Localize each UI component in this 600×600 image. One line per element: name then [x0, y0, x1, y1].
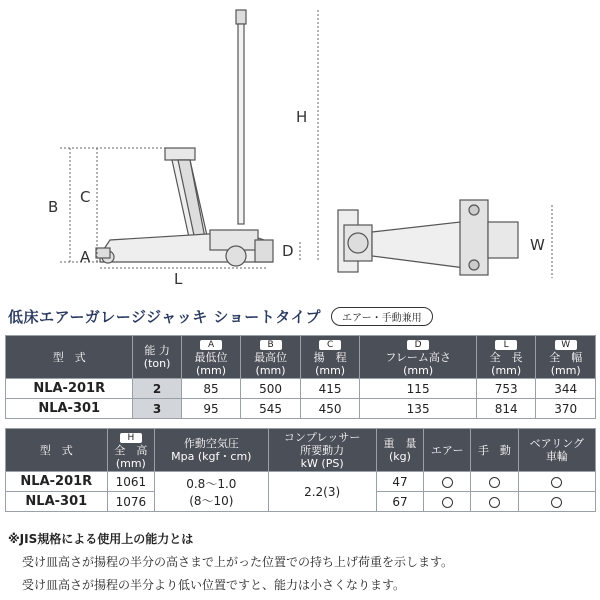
dim-label-d: D	[282, 242, 294, 260]
header-text: 型 式	[52, 350, 86, 364]
header-text: 車輪	[545, 450, 568, 463]
dim-table-header	[476, 336, 536, 379]
value-cell: 753	[476, 379, 536, 399]
header-text: 能 力	[144, 344, 170, 357]
header-text: 最高位	[254, 351, 288, 364]
product-title: 低床エアーガレージジャッキ ショートタイプ	[8, 307, 321, 326]
dim-label-c: C	[80, 188, 91, 206]
value-cell: 415	[300, 379, 360, 399]
perf-table-header	[471, 429, 518, 472]
pressure-value: 0.8〜1.0	[186, 476, 237, 491]
header-text: kW (PS)	[300, 456, 344, 470]
perf-table-header	[268, 429, 376, 472]
dim-table-header	[241, 336, 301, 379]
header-text: ベアリング	[529, 437, 584, 450]
perf-table-header	[155, 429, 269, 472]
circle-mark-icon	[489, 497, 500, 508]
value-cell: 814	[476, 399, 536, 419]
value-cell: 3	[133, 399, 181, 419]
circle-mark-icon	[442, 477, 453, 488]
header-text: (ton)	[143, 357, 171, 370]
dimension-letter: A	[200, 340, 222, 350]
dim-table-header	[181, 336, 241, 379]
dimension-letter: B	[260, 340, 282, 350]
feature-cell	[424, 472, 471, 492]
circle-mark-icon	[442, 497, 453, 508]
value-cell: 450	[300, 399, 360, 419]
header-text: 所要動力	[300, 443, 345, 457]
model-cell: NLA-301	[6, 399, 133, 419]
header-text: コンプレッサー	[283, 430, 361, 444]
value-cell: 545	[241, 399, 301, 419]
table-row	[6, 472, 596, 492]
spec-table-dimensions	[5, 335, 596, 419]
value-cell: 95	[181, 399, 241, 419]
header-text: 全 幅	[549, 351, 583, 364]
header-text: 作動空気圧	[183, 437, 239, 450]
dimension-letter: H	[120, 433, 142, 443]
dim-label-w: W	[530, 236, 545, 254]
value-cell: 500	[241, 379, 301, 399]
perf-table-header	[518, 429, 595, 472]
dim-table-header	[536, 336, 596, 379]
dim-table-header	[360, 336, 477, 379]
header-text: 手 動	[477, 443, 511, 457]
spec-table-performance	[5, 428, 596, 512]
note-line: 受け皿高さが揚程の半分の高さまで上がった位置での持ち上げ荷重を示します。	[22, 555, 454, 569]
table-row	[6, 399, 596, 419]
model-cell: NLA-201R	[6, 472, 108, 492]
header-text: 重 量	[383, 437, 417, 450]
dim-label-a: A	[80, 248, 91, 266]
value-cell: 1076	[107, 492, 154, 512]
side-view	[96, 10, 273, 266]
header-text: 全 長	[489, 351, 523, 364]
note-line: 受け皿高さが揚程の半分より低い位置ですと、能力は小さくなります。	[22, 578, 406, 592]
dim-label-h: H	[296, 108, 308, 126]
header-text: 型 式	[39, 443, 73, 457]
perf-table-header	[107, 429, 154, 472]
dimension-letter: W	[555, 340, 577, 350]
dim-table-header	[133, 336, 181, 379]
circle-mark-icon	[551, 497, 562, 508]
perf-table-header	[424, 429, 471, 472]
value-cell: 67	[376, 492, 423, 512]
header-text: エアー	[430, 443, 464, 457]
mode-badge: エアー・手動兼用	[331, 307, 433, 326]
table-row	[6, 379, 596, 399]
header-text: Mpa (kgf・cm)	[171, 450, 252, 463]
value-cell: 115	[360, 379, 477, 399]
value-cell: 85	[181, 379, 241, 399]
dimension-letter: C	[319, 340, 341, 350]
product-title-row	[8, 306, 592, 326]
header-text: (mm)	[255, 364, 286, 377]
dim-table-header	[300, 336, 360, 379]
value-cell: 370	[536, 399, 596, 419]
header-text: 全 高	[114, 444, 148, 457]
dim-label-l: L	[174, 270, 183, 288]
notes-heading: ※JIS規格による使用上の能力とは	[8, 532, 194, 546]
header-text: (mm)	[196, 364, 227, 377]
header-text: (kg)	[388, 450, 411, 463]
feature-cell	[518, 472, 595, 492]
dimension-letter: D	[407, 340, 429, 350]
dim-label-b: B	[48, 198, 59, 216]
header-text: フレーム高さ	[385, 351, 451, 364]
header-text: (mm)	[550, 364, 581, 377]
header-text: 最低位	[194, 351, 228, 364]
perf-table-header	[6, 429, 108, 472]
dimension-letter: L	[495, 340, 517, 350]
header-text: (mm)	[315, 364, 346, 377]
circle-mark-icon	[551, 477, 562, 488]
feature-cell	[471, 492, 518, 512]
perf-table-header	[376, 429, 423, 472]
header-text: (mm)	[491, 364, 522, 377]
header-text: (mm)	[115, 457, 146, 470]
circle-mark-icon	[489, 477, 500, 488]
value-cell: 2	[133, 379, 181, 399]
top-view	[338, 200, 518, 275]
dim-table-header	[6, 336, 133, 379]
model-cell: NLA-201R	[6, 379, 133, 399]
value-cell: 344	[536, 379, 596, 399]
value-cell: 47	[376, 472, 423, 492]
pressure-value-kgf: (8〜10)	[189, 493, 234, 508]
pressure-cell	[155, 472, 269, 512]
compressor-cell: 2.2(3)	[268, 472, 376, 512]
header-text: (mm)	[403, 364, 434, 377]
feature-cell	[518, 492, 595, 512]
feature-cell	[424, 492, 471, 512]
value-cell: 1061	[107, 472, 154, 492]
model-cell: NLA-301	[6, 492, 108, 512]
feature-cell	[471, 472, 518, 492]
value-cell: 135	[360, 399, 477, 419]
header-text: 揚 程	[313, 351, 347, 364]
jis-notes	[8, 530, 592, 599]
